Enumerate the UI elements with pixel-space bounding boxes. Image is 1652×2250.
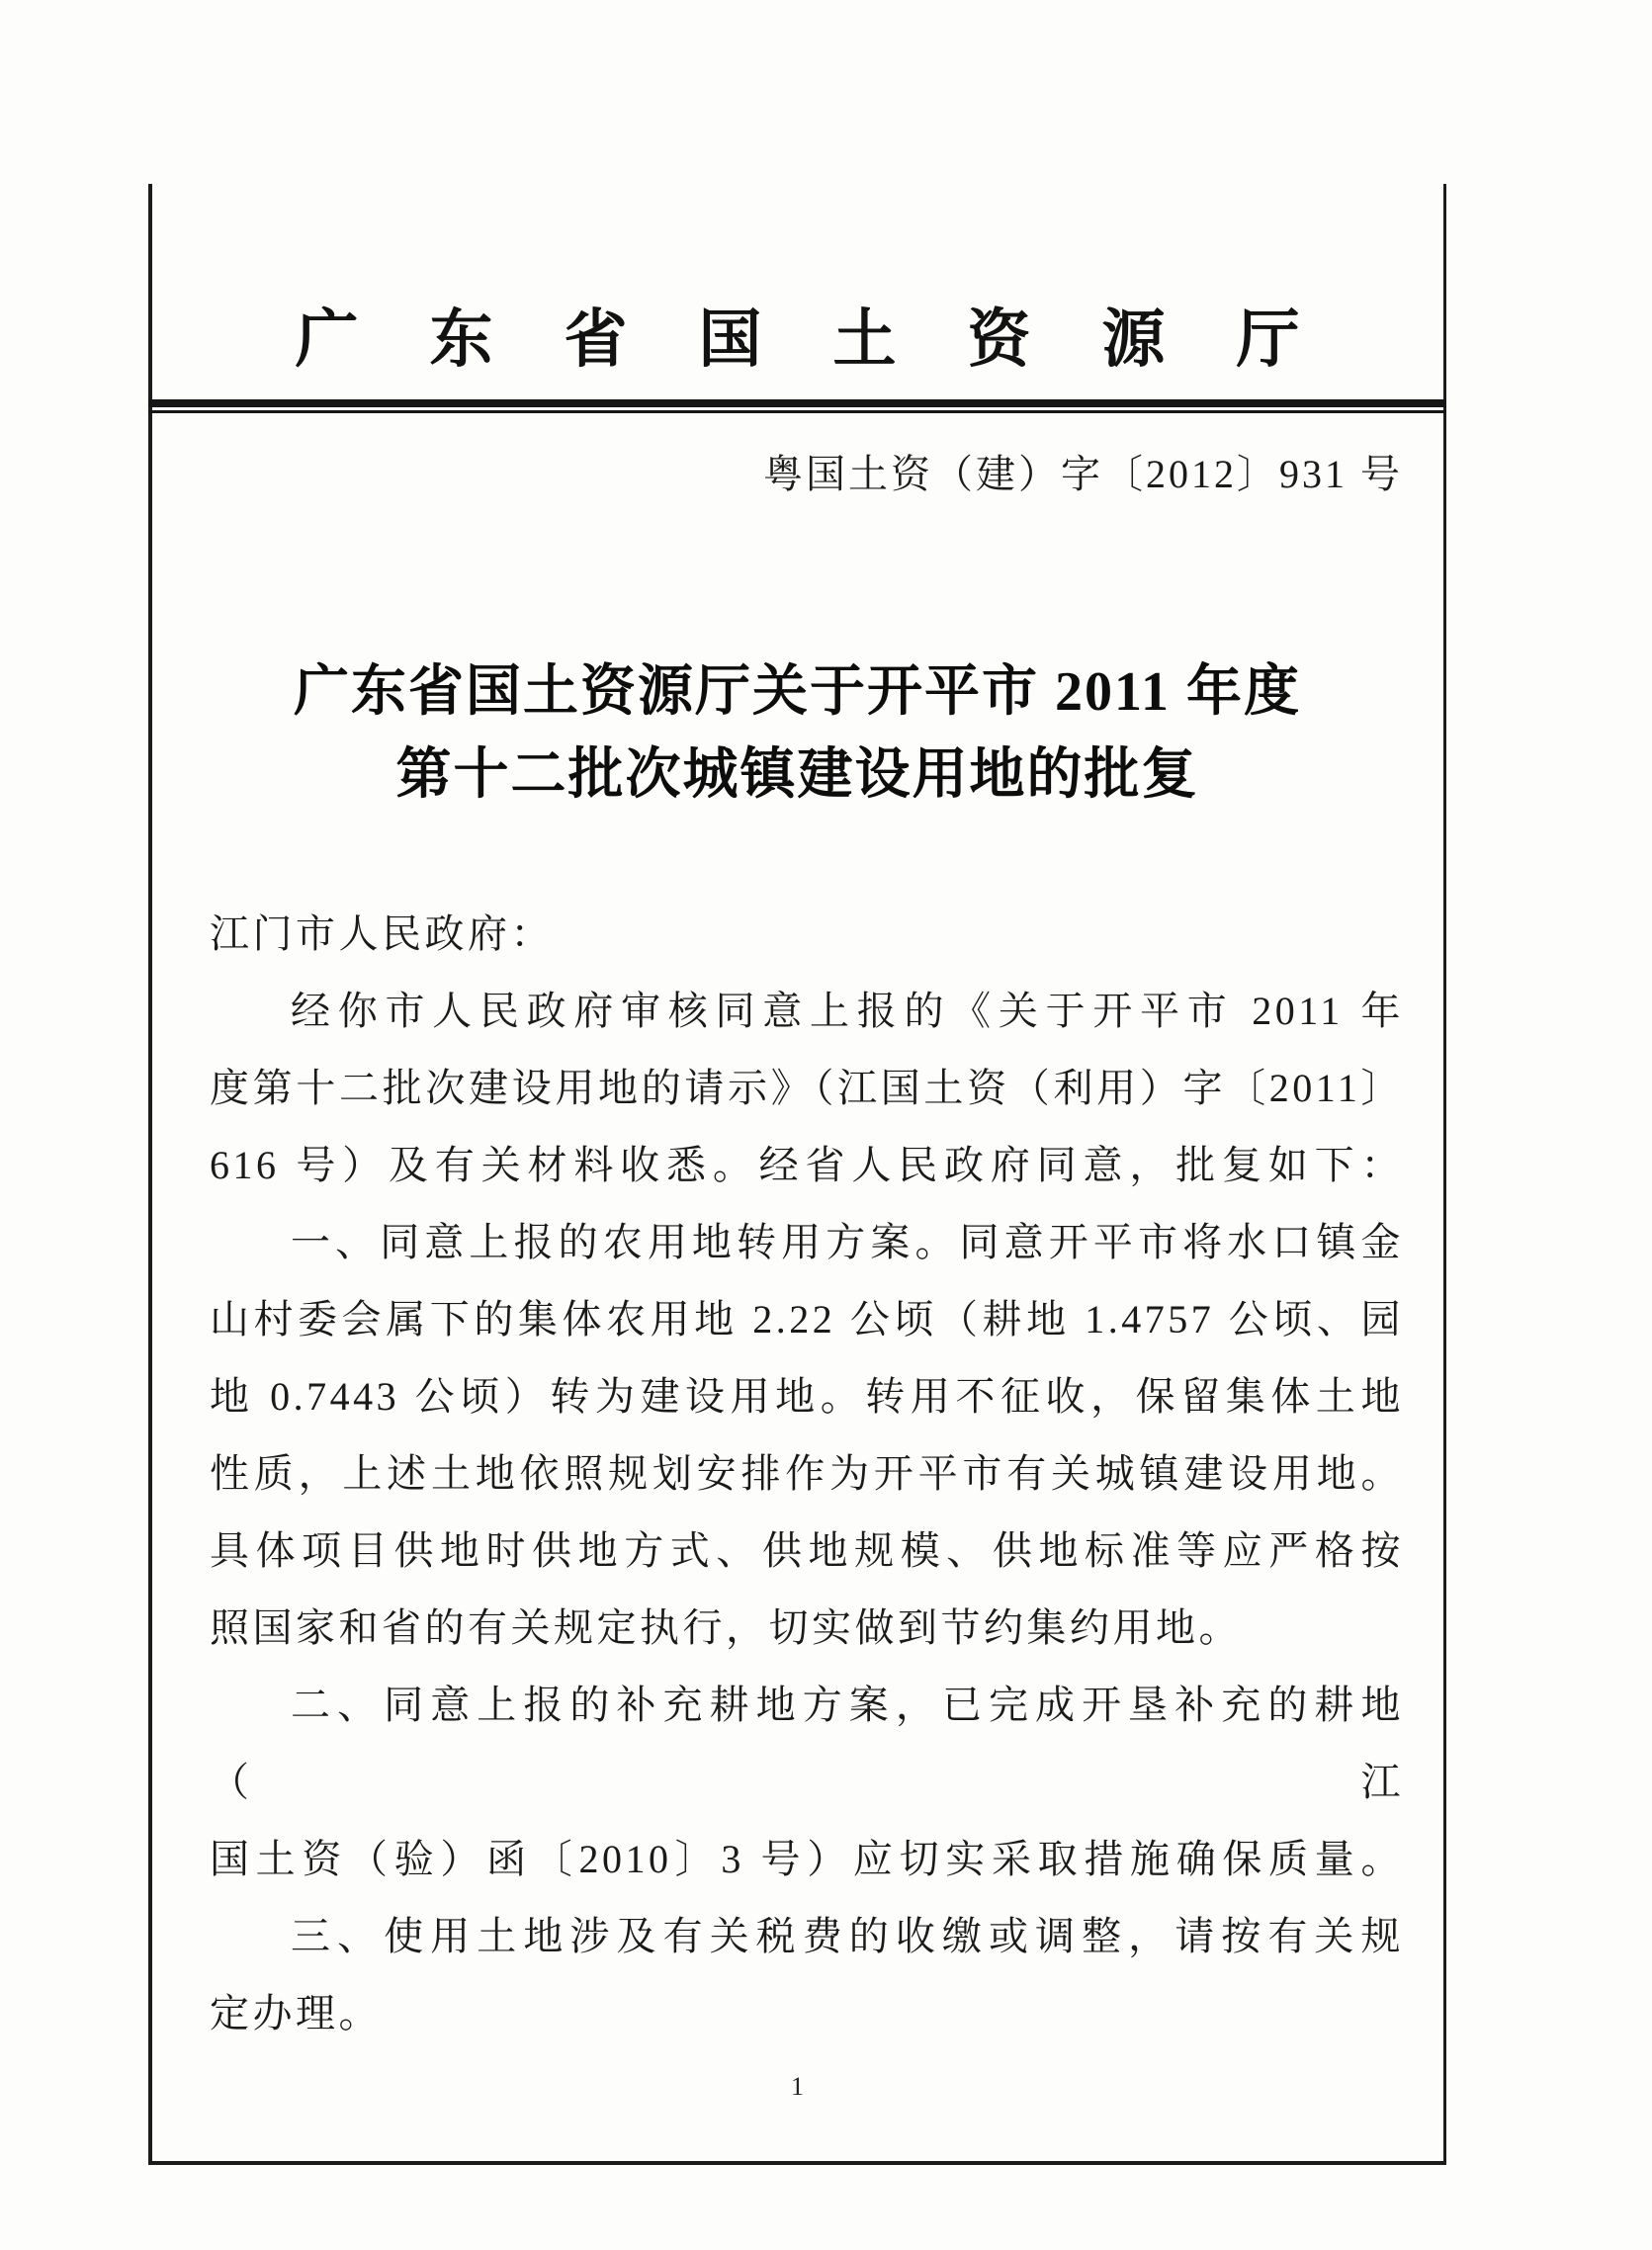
body-line: 山村委会属下的集体农用地 2.22 公顷（耕地 1.4757 公顷、园 [210,1297,1404,1341]
body-line: 照国家和省的有关规定执行，切实做到节约集约用地。 [210,1605,1242,1650]
body-line: 地 0.7443 公顷）转为建设用地。转用不征收，保留集体土地 [210,1374,1404,1419]
letterhead-agency-name: 广 东 省 国 土 资 源 厅 [295,304,1328,375]
page-number: 1 [791,2072,804,2101]
document-title [148,650,1446,817]
document-title-line-2: 第十二批次城镇建设用地的批复 [395,744,1199,806]
body-line: 具体项目供地时供地方式、供地规模、供地标准等应严格按 [210,1528,1404,1573]
body-line: 616 号）及有关材料收悉。经省人民政府同意，批复如下： [210,1143,1404,1187]
document-body [210,896,1404,2052]
letterhead-divider-rule [148,399,1446,413]
body-line: 定办理。 [210,1991,382,2035]
body-line: 国土资（验）函〔2010〕3 号）应切实采取措施确保质量。 [210,1837,1404,1881]
body-line: 经你市人民政府审核同意上报的《关于开平市 2011 年 [291,989,1404,1033]
divider-rule-thick [148,399,1446,407]
body-line-item-3: 三、使用土地涉及有关税费的收缴或调整，请按有关规 [291,1914,1404,1958]
body-line: 性质，上述土地依照规划安排作为开平市有关城镇建设用地。 [210,1451,1404,1496]
document-title-line-1: 广东省国土资源厅关于开平市 2011 年度 [294,661,1301,723]
body-line: 度第十二批次建设用地的请示》（江国土资（利用）字〔2011〕 [210,1066,1404,1110]
body-line-item-2: 二、同意上报的补充耕地方案，已完成开垦补充的耕地（江 [210,1683,1404,1804]
body-line-salutation: 江门市人民政府： [210,911,554,956]
body-line-item-1: 一、同意上报的农用地转用方案。同意开平市将水口镇金 [291,1220,1404,1264]
document-reference-number: 粤国土资（建）字〔2012〕931 号 [763,452,1403,496]
divider-rule-thin [148,410,1446,413]
